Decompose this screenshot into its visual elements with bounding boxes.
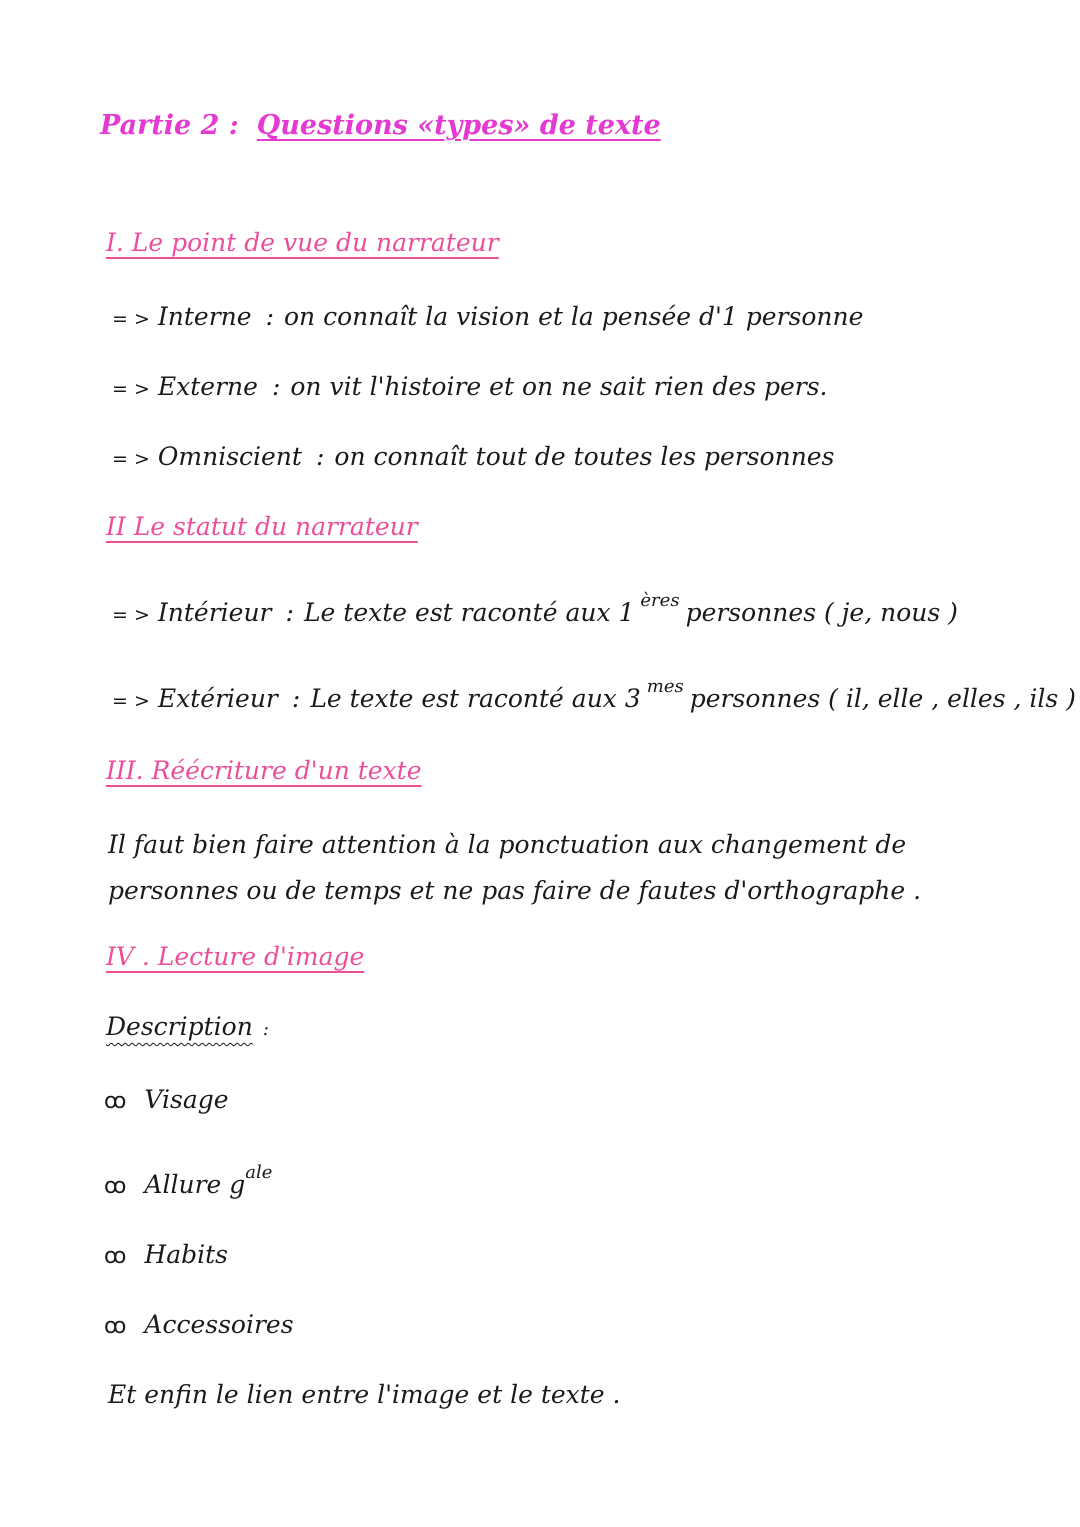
bullet-icon: ꝏ <box>104 1244 127 1269</box>
item-text: on connaît la vision et la pensée d'1 personne <box>284 302 864 331</box>
list-item: = > Omniscient : on connaît tout de toutes les personnes <box>112 442 835 471</box>
bullet-text: Habits <box>144 1240 229 1269</box>
bullet-text: Visage <box>144 1085 229 1114</box>
page-title <box>100 110 661 141</box>
section-heading-statut: II Le statut du narrateur <box>106 512 418 541</box>
item-label: Omniscient <box>157 442 302 471</box>
reecriture-paragraph: Il faut bien faire attention à la ponctuation aux changement de personnes ou de temps et ne pas faire de fautes d'orthographe . <box>108 830 922 905</box>
bullet-icon: ꝏ <box>104 1089 127 1114</box>
superscript: ale <box>245 1162 273 1183</box>
bullet-text: Allure g <box>144 1170 246 1199</box>
list-item: = > Interne : on connaît la vision et la pensée d'1 personne <box>112 302 864 331</box>
arrow-icon: = > <box>112 308 150 330</box>
section-heading-lecture-image: IV . Lecture d'image <box>106 942 365 971</box>
item-text: on connaît tout de toutes les personnes <box>334 442 835 471</box>
list-item: = > Externe : on vit l'histoire et on ne sait rien des pers. <box>112 372 828 401</box>
item-label: Intérieur <box>157 598 272 627</box>
arrow-icon: = > <box>112 690 150 712</box>
description-colon: : <box>262 1019 269 1040</box>
conclusion-text: Et enfin le lien entre l'image et le texte . <box>108 1380 621 1409</box>
item-text: Le texte est raconté aux 1 <box>303 598 635 627</box>
bullet-icon: ꝏ <box>104 1314 127 1339</box>
arrow-icon: = > <box>112 378 150 400</box>
list-item: = > Intérieur : Le texte est raconté aux 1 $^{ères}$ personnes ( je, nous ) <box>112 590 958 627</box>
superscript: ères <box>640 590 680 611</box>
arrow-icon: = > <box>112 448 150 470</box>
list-item <box>104 1085 229 1114</box>
list-item <box>104 1162 278 1199</box>
part-label: Partie 2 : <box>100 110 239 141</box>
superscript: mes <box>646 676 684 697</box>
list-item <box>104 1310 294 1339</box>
list-item <box>104 1240 228 1269</box>
item-text: Le texte est raconté aux 3 <box>310 684 641 713</box>
item-label: Externe <box>157 372 258 401</box>
bullet-icon: ꝏ <box>104 1174 127 1199</box>
section-heading-point-de-vue: I. Le point de vue du narrateur <box>106 228 499 257</box>
item-label: Extérieur <box>157 684 278 713</box>
title-subtitle: Questions «types» de texte <box>256 110 661 141</box>
description-label-row <box>106 1012 269 1041</box>
item-text-after: personnes ( il, elle , elles , ils ) <box>689 684 1076 713</box>
description-label: Description <box>106 1012 253 1041</box>
bullet-text: Accessoires <box>144 1310 294 1339</box>
item-text: on vit l'histoire et on ne sait rien des pers. <box>290 372 828 401</box>
item-label: Interne <box>157 302 252 331</box>
list-item: = > Extérieur : Le texte est raconté aux 3 $^{mes}$ personnes ( il, elle , elles , ils ) <box>112 676 1076 713</box>
section-heading-reecriture: III. Réécriture d'un texte <box>106 756 422 785</box>
item-text-after: personnes ( je, nous ) <box>685 598 958 627</box>
arrow-icon: = > <box>112 604 150 626</box>
